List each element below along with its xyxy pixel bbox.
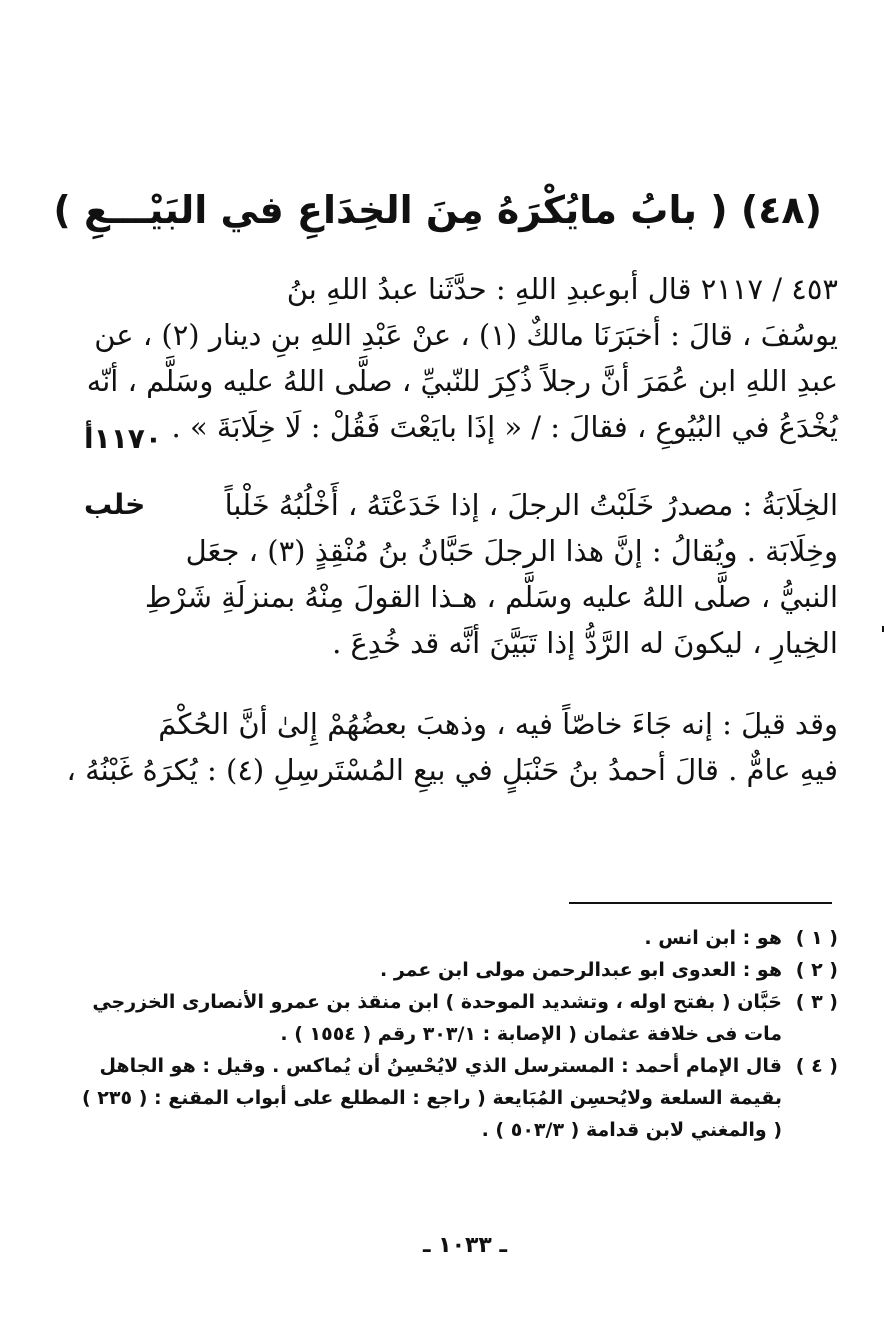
footnote-number: ( ٣ ) (795, 991, 838, 1013)
explanation-line: الخِلَابَةُ : مصدرُ خَلَبْتُ الرجلَ ، إذا خَدَعْتَهُ ، أَخْلُبُهُ خَلْباً (224, 488, 838, 522)
footnote-number: ( ٢ ) (795, 959, 838, 981)
chapter-title: (٤٨) ( بابُ مايُكْرَهُ مِنَ الخِدَاعِ في البَيْـــعِ ) (53, 188, 822, 232)
footnote-line: هو : ابن انس . (644, 927, 782, 949)
footnote-number: ( ١ ) (795, 927, 838, 949)
footnote-line: قال الإمام أحمد : المسترسل الذي لايُحْسِنُ أن يُماكس . وقيل : هو الجاهل (99, 1055, 782, 1077)
footnote-text (82, 1050, 782, 1146)
footnote-line: هو : العدوى ابو عبدالرحمن مولى ابن عمر . (380, 959, 782, 981)
page-number: ـ ١٠٣٣ ـ (422, 1233, 508, 1258)
margin-root-word: خلب (84, 488, 146, 521)
footnote-line: حَبَّان ( بفتح اوله ، وتشديد الموحدة ) ابن منقذ بن عمرو الأنصارى الخزرجي (92, 991, 782, 1013)
margin-reference: ١١٧٠أ (84, 422, 162, 455)
footnote-number: ( ٤ ) (795, 1055, 838, 1077)
explanation-line: النبيُّ ، صلَّى اللهُ عليه وسَلَّم ، هـذا القولَ مِنْهُ بمنزلَةِ شَرْطِ (144, 580, 838, 614)
footnote (170, 922, 838, 954)
footnote (81, 1050, 838, 1146)
explanation-line: وقد قيلَ : إنه جَاءَ خاصّاً فيه ، وذهبَ بعضُهُمْ إِلىٰ أنَّ الحُكْمَ (158, 707, 838, 741)
hadith-line: يُخْدَعُ في البُيُوعِ ، فقالَ : / « إذَا بايَعْتَ فَقُلْ : لَا خِلَابَةَ » . (171, 410, 838, 444)
explanation-line: وخِلَابَة . ويُقالُ : إنَّ هذا الرجلَ حَبَّانُ بنُ مُنْقِذٍ (٣) ، جعَل (185, 534, 838, 568)
footnote-text (92, 986, 782, 1050)
footnote-line: مات فى خلافة عثمان ( الإصابة : ٣٠٣/١ رقم ( ١٥٥٤ ) . (280, 1023, 782, 1045)
hadith-line: يوسُفَ ، قالَ : أخبَرَنَا مالكٌ (١) ، عنْ عَبْدِ اللهِ بنِ دينار (٢) ، عن (94, 318, 838, 352)
footnote (170, 954, 838, 986)
footnotes (81, 922, 838, 1146)
footnote-text (170, 954, 782, 986)
footnote (92, 986, 838, 1050)
hadith-line: عبدِ اللهِ ابن عُمَرَ أنَّ رجلاً ذُكِرَ للنّبيِّ ، صلَّى اللهُ عليه وسَلَّم ، أنّه (86, 364, 838, 398)
explanation-paragraph (66, 701, 838, 793)
footnote-line: ( والمغني لابن قدامة ( ٥٠٣/٣ ) . (481, 1119, 782, 1141)
explanation-line: الخِيارِ ، ليكونَ له الرَّدُّ إذا تَبَيَّنَ أنَّه قد خُدِعَ . (332, 626, 838, 660)
explanation-paragraph (144, 482, 838, 666)
explanation-line: فيهِ عامٌّ . قالَ أحمدُ بنُ حَنْبَلٍ في بيعِ المُسْتَرسِلِ (٤) : يُكرَهُ غَبْنُهُ ، (66, 753, 838, 787)
hadith-line: ٤٥٣ / ٢١١٧ قال أبوعبدِ اللهِ : حدَّثَنا عبدُ اللهِ بنُ (286, 272, 838, 306)
footnote-line: بقيمة السلعة ولايُحسِن المُبَايعة ( راجع : المطلع على أبواب المقنع : ( ٢٣٥ ) (81, 1087, 782, 1109)
footnote-divider (569, 902, 832, 904)
footnote-text (170, 922, 782, 954)
